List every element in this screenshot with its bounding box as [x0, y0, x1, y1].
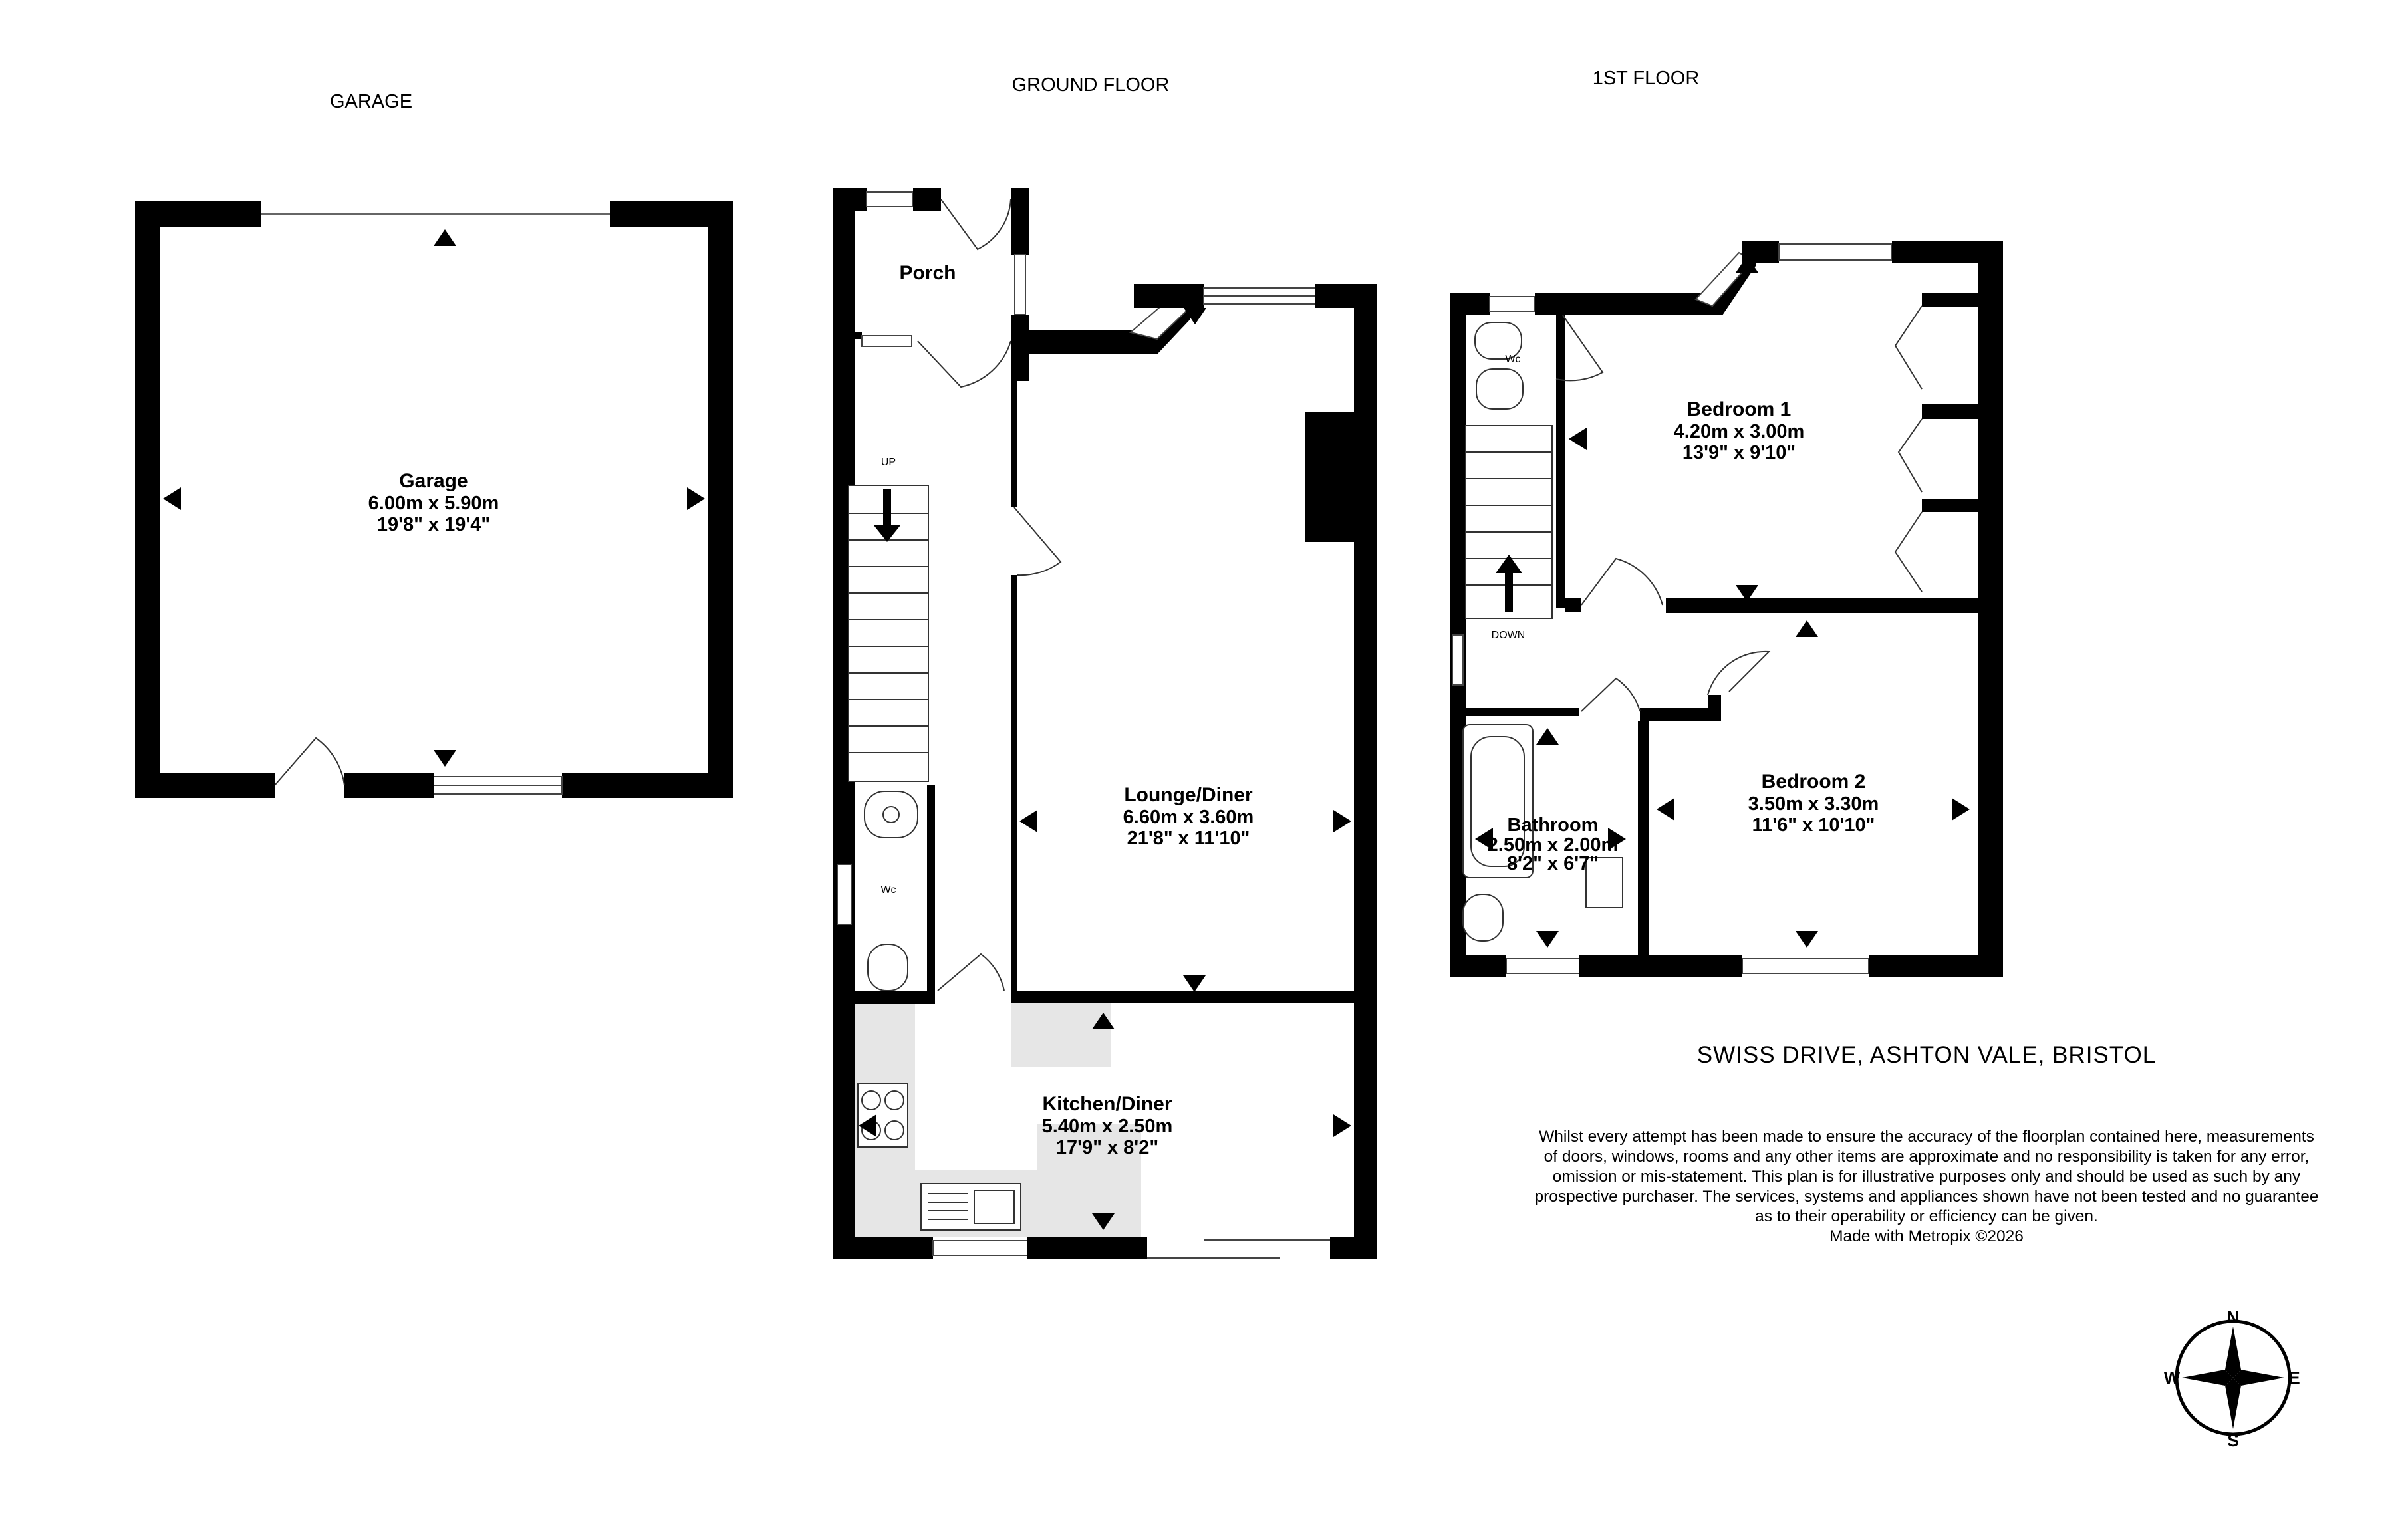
- compass-south-label: S: [2227, 1430, 2239, 1450]
- compass-rose-icon: [2177, 1321, 2290, 1434]
- compass-east-label: E: [2288, 1368, 2300, 1388]
- bedroom2-room-imperial: 11'6" x 10'10": [1752, 815, 1875, 836]
- lounge-room-name: Lounge/Diner: [1124, 784, 1253, 806]
- kitchen-room-metric: 5.40m x 2.50m: [1041, 1116, 1173, 1137]
- disclaimer-line: as to their operability or efficiency can be given.: [1755, 1207, 2098, 1225]
- bedroom1-room-name: Bedroom 1: [1686, 398, 1792, 420]
- bedroom1-room-imperial: 13'9" x 9'10": [1682, 442, 1796, 463]
- ground-floor-title: GROUND FLOOR: [1011, 74, 1170, 96]
- bathroom-room-imperial: 8'2" x 6'7": [1506, 853, 1599, 874]
- stairs-down-label: DOWN: [1491, 630, 1526, 641]
- first-floor-title: 1ST FLOOR: [1592, 68, 1700, 89]
- bathroom-room-name: Bathroom: [1507, 815, 1599, 836]
- disclaimer-line: Whilst every attempt has been made to ensure the accuracy of the floorplan contained here, measurements: [1539, 1128, 2314, 1146]
- disclaimer-block: [1534, 1128, 2318, 1245]
- bedroom2-room-name: Bedroom 2: [1761, 771, 1866, 793]
- kitchen-room-name: Kitchen/Diner: [1042, 1093, 1172, 1115]
- porch-room-name: Porch: [899, 262, 956, 284]
- bedroom2-room-metric: 3.50m x 3.30m: [1748, 793, 1879, 815]
- disclaimer-line: of doors, windows, rooms and any other items are approximate and no responsibility is taken for any error,: [1543, 1148, 2310, 1166]
- first-wc-label: Wc: [1505, 354, 1521, 365]
- garage-room-metric: 6.00m x 5.90m: [368, 493, 499, 514]
- bathroom-room-metric: 2.50m x 2.00m: [1487, 834, 1619, 856]
- disclaimer-line: prospective purchaser. The services, systems and appliances shown have not been tested and no guarantee: [1534, 1188, 2319, 1205]
- disclaimer-credit: Made with Metropix ©2026: [1829, 1227, 2024, 1245]
- compass-west-label: W: [2163, 1368, 2181, 1388]
- compass-north-label: N: [2226, 1307, 2240, 1327]
- garage-floor-title: GARAGE: [329, 91, 413, 112]
- stairs-up-label: UP: [880, 457, 896, 468]
- bedroom1-room-metric: 4.20m x 3.00m: [1673, 421, 1805, 442]
- ground-wc-label: Wc: [880, 884, 896, 896]
- kitchen-room-imperial: 17'9" x 8'2": [1055, 1137, 1159, 1158]
- disclaimer-line: omission or mis-statement. This plan is for illustrative purposes only and should be used as such by any: [1552, 1168, 2301, 1186]
- lounge-room-metric: 6.60m x 3.60m: [1123, 807, 1254, 828]
- garage-room-imperial: 19'8" x 19'4": [376, 514, 491, 535]
- property-address: SWISS DRIVE, ASHTON VALE, BRISTOL: [1696, 1042, 2157, 1068]
- garage-room-name: Garage: [399, 470, 468, 492]
- lounge-room-imperial: 21'8" x 11'10": [1127, 828, 1250, 849]
